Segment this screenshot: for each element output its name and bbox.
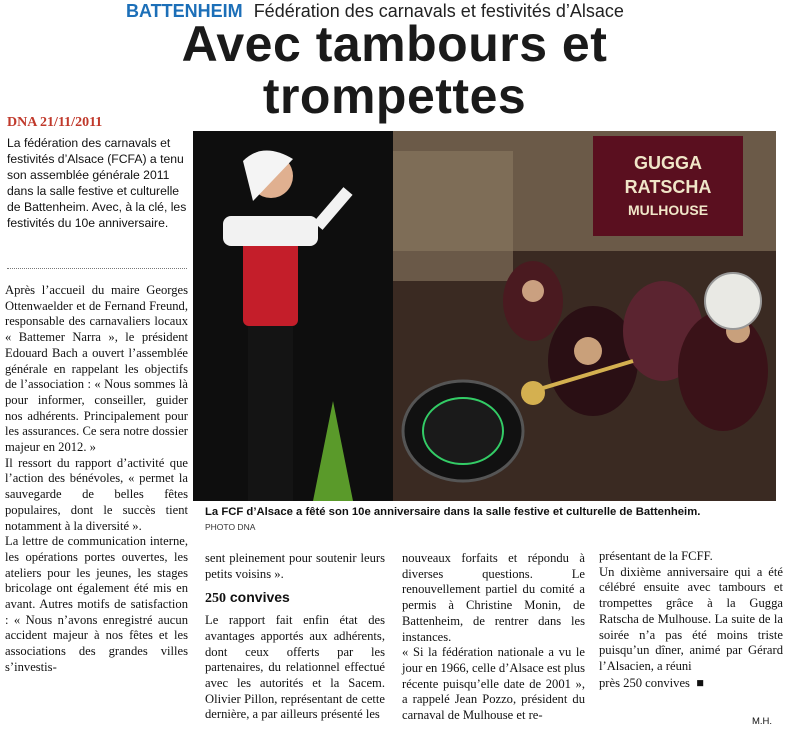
lead-divider (7, 268, 187, 269)
paragraph: Après l’accueil du maire Georges Ottenwaelder et de Fernand Freund, responsable des carnavaliers locaux « Battemer Narra », le président Edouard Bach a ouvert l’assemblée générale en rappelant les objectifs de l’association : « Nous sommes là pour informer, conseiller, guider nos adhérents. Principalement pour les assurances. Ce sera notre dossier majeur en 2012. » (5, 283, 188, 455)
paragraph-end (599, 676, 783, 692)
section-subtitle: Fédération des carnavals et festivités d’Alsace (253, 1, 624, 21)
intertitle-number: 250 (205, 591, 226, 607)
photo-caption: La FCF d’Alsace a fêté son 10e anniversaire dans la salle festive et culturelle de Battenheim. (205, 506, 701, 518)
paragraph: nouveaux forfaits et répondu à diverses questions. Le renouvellement partiel du comité a permis à Christine Monin, de Battenheim, de rentrer dans les instances. (402, 551, 585, 644)
banner-line-2: RATSCHA (624, 177, 712, 197)
paragraph: présentant de la FCFF. (599, 549, 713, 563)
headline (0, 18, 789, 122)
paragraph: « Si la fédération nationale a vu le jour en 1966, celle d’Alsace est plus récente puisqu’elle date de 2001 », a rappelé Jean Pozzo, président du carnaval de Mulhouse et re- (402, 645, 585, 723)
headline-line-1: Avec tambours et (181, 16, 608, 72)
headline-line-2: trompettes (262, 68, 527, 124)
column-4 (599, 549, 783, 691)
banner-line-3: MULHOUSE (627, 202, 709, 218)
lead-paragraph: La fédération des carnavals et festivités d’Alsace (FCFA) a tenu son assemblée générale 2011 dans la salle festive et culturelle de Battenheim. Avec, à la clé, les festivités du 10e anniversaire. (7, 136, 187, 230)
dateline: DNA 21/11/2011 (7, 115, 103, 130)
column-1 (5, 283, 188, 676)
paragraph: La lettre de communication interne, les opérations portes ouvertes, les ateliers pour les jeunes, les stages bricolage ont également été mis en avant. Autres motifs de satisfaction : « Nous n’avons enregistré aucun accident majeur à nos fêtes et les associations des grandes villes s’investis- (5, 534, 188, 674)
column-2 (205, 551, 385, 723)
intertitle (205, 590, 385, 607)
end-phrase: 250 convives (623, 675, 690, 690)
paragraph: sent pleinement pour soutenir leurs petits voisins ». (205, 551, 385, 581)
tuba (705, 273, 761, 329)
photo-credit: PHOTO DNA (205, 522, 256, 532)
paragraph: Il ressort du rapport d’activité que l’action des bénévoles, « permet la sauvegarde de belles fêtes populaires, dont le succès tient notamment à la diversité ». (5, 455, 188, 533)
article-photo (193, 131, 776, 501)
end-word: près (599, 675, 620, 690)
photo-illustration (193, 131, 776, 501)
intertitle-word: convives (229, 589, 290, 606)
location-label: BATTENHEIM (126, 1, 243, 21)
end-mark: ■ (693, 675, 704, 690)
author-signature: M.H. (752, 716, 773, 727)
banner-line-1: GUGGA (633, 153, 703, 173)
paragraph: Un dixième anniversaire qui a été célébré ensuite avec tambours et trompettes grâce à la Gugga Ratscha de Mulhouse. La suite de la soirée n’a pas été moins triste puisqu’un dîner, animé par Gérard l’Alsacien, a réuni (599, 564, 783, 673)
column-3 (402, 551, 585, 724)
paragraph: Le rapport fait enfin état des avantages apportés aux adhérents, dont ceux offerts par les partenaires, du relationnel effectué avec les autorités et la Sacem. Olivier Pillon, représentant de cette dernière, a par ailleurs présenté les (205, 613, 385, 722)
